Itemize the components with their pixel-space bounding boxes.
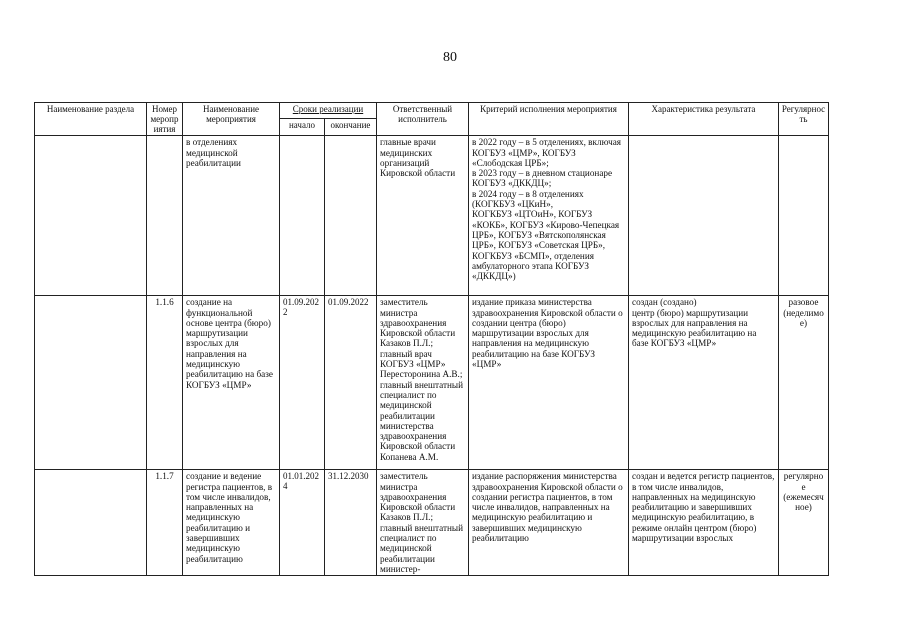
header-row [35, 103, 829, 119]
cell-end [325, 136, 377, 296]
cell-criterion: в 2022 году – в 5 отделениях, включая КОГБУЗ «ЦМР», КОГБУЗ «Слободская ЦРБ»; в 2023 году – в дневном стационаре КОГБУЗ «ДККДЦ»; в 2024 году – в 8 отделениях (КОГКБУЗ «ЦКиН», КОГКБУЗ «ЦТОиН», КОГБУЗ «КОКБ», КОГБУЗ «Кирово-Чепецкая ЦРБ», КОГБУЗ «Вятскополянская ЦРБ», КОГБУЗ «Советская ЦРБ», КОГКБУЗ «БСМП», отделения амбулаторного этапа КОГБУЗ «ДККДЦ») [469, 136, 629, 296]
cell-section [35, 470, 147, 576]
cell-result: создан (создано) центр (бюро) маршрутизации взрослых для направления на медицинскую реабилитацию на базе КОГБУЗ «ЦМР» [629, 296, 779, 470]
header-regularity: Регулярность [779, 103, 829, 136]
header-section: Наименование раздела [35, 103, 147, 136]
cell-criterion: издание приказа министерства здравоохранения Кировской области о создании центра (бюро) маршрутизации взрослых для направления на медицинскую реабилитацию на базе КОГБУЗ «ЦМР» [469, 296, 629, 470]
header-deadlines: Сроки реализации [280, 103, 377, 119]
activities-table [34, 102, 829, 576]
cell-end: 31.12.2030 [325, 470, 377, 576]
cell-result: создан и ведется регистр пациентов, в том числе инвалидов, направленных на медицинскую реабилитацию и завершивших медицинскую реабилитацию, в режиме онлайн центром (бюро) маршрутизации взрослых [629, 470, 779, 576]
cell-number: 1.1.7 [147, 470, 183, 576]
page-number: 80 [443, 50, 457, 65]
cell-start: 01.01.2024 [280, 470, 325, 576]
cell-criterion: издание распоряжения министерства здравоохранения Кировской области о создании регистра пациентов, в том числе инвалидов, направленных на медицинскую реабилитацию и завершивших медицинскую реабилитацию [469, 470, 629, 576]
header-start: начало [280, 118, 325, 136]
cell-name: создание и ведение регистра пациентов, в том числе инвалидов, направленных на медицинскую реабилитацию и завершивших медицинскую реабилитацию [183, 470, 280, 576]
header-result: Характеристика результата [629, 103, 779, 136]
cell-name: в отделениях медицинской реабилитации [183, 136, 280, 296]
table-row [35, 470, 829, 576]
header-criterion: Критерий исполнения мероприятия [469, 103, 629, 136]
header-responsible: Ответственный исполнитель [377, 103, 469, 136]
cell-section [35, 136, 147, 296]
header-end: окончание [325, 118, 377, 136]
table-row [35, 296, 829, 470]
cell-responsible: заместитель министра здравоохранения Кировской области Казаков П.Л.; главный внештатный специалист по медицинской реабилитации министер- [377, 470, 469, 576]
table-row [35, 136, 829, 296]
cell-number [147, 136, 183, 296]
cell-section [35, 296, 147, 470]
cell-number: 1.1.6 [147, 296, 183, 470]
cell-start: 01.09.2022 [280, 296, 325, 470]
cell-regularity: регулярное (ежемесячное) [779, 470, 829, 576]
cell-end: 01.09.2022 [325, 296, 377, 470]
cell-responsible: главные врачи медицинских организаций Кировской области [377, 136, 469, 296]
cell-regularity: разовое (неделимое) [779, 296, 829, 470]
cell-responsible: заместитель министра здравоохранения Кировской области Казаков П.Л.; главный врач КОГБУЗ «ЦМР» Пересторонина А.В.; главный внештатный специалист по медицинской реабилитации министерства здравоохранения Кировской области Копанева А.М. [377, 296, 469, 470]
cell-regularity [779, 136, 829, 296]
cell-name: создание на функциональной основе центра (бюро) маршрутизации взрослых для направления на медицинскую реабилитацию на базе КОГБУЗ «ЦМР» [183, 296, 280, 470]
header-name: Наименование мероприятия [183, 103, 280, 136]
cell-start [280, 136, 325, 296]
header-number: Номер мероприятия [147, 103, 183, 136]
cell-result [629, 136, 779, 296]
